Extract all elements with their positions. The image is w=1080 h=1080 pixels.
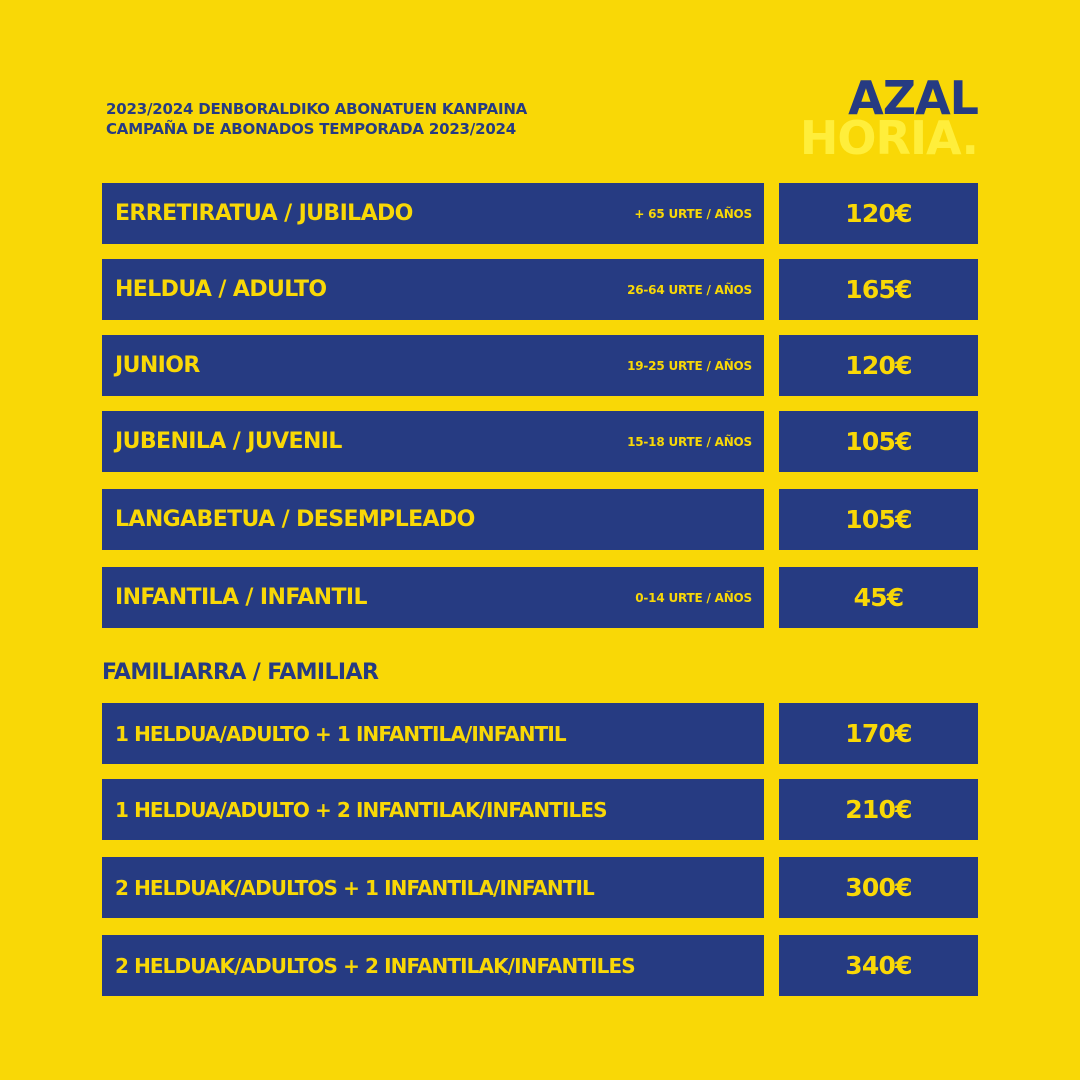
azal-horia-logo	[799, 71, 978, 165]
logo-word-horia: HORIA.	[799, 111, 978, 165]
price-box	[779, 259, 978, 320]
family-row-2a-2c	[102, 935, 978, 996]
family-package-box	[102, 703, 764, 764]
category-box	[102, 411, 764, 472]
price-value: 120€	[845, 351, 912, 380]
price-box	[779, 935, 978, 996]
family-row-1a-1c	[102, 703, 978, 764]
category-label: HELDUA / ADULTO	[115, 277, 327, 302]
family-package-box	[102, 779, 764, 840]
price-value: 300€	[845, 873, 912, 902]
campaign-title-spanish: CAMPAÑA DE ABONADOS TEMPORADA 2023/2024	[106, 120, 517, 138]
logo-word-azal: AZAL	[848, 71, 978, 125]
price-row-adult	[102, 259, 978, 320]
price-box	[779, 857, 978, 918]
category-label: INFANTILA / INFANTIL	[115, 585, 367, 610]
price-row-retired	[102, 183, 978, 244]
family-row-2a-1c	[102, 857, 978, 918]
price-box	[779, 411, 978, 472]
age-range: + 65 URTE / AÑOS	[634, 206, 752, 221]
family-package-label: 1 HELDUA/ADULTO + 2 INFANTILAK/INFANTILES	[115, 797, 607, 822]
family-package-box	[102, 857, 764, 918]
price-box	[779, 567, 978, 628]
family-package-label: 2 HELDUAK/ADULTOS + 1 INFANTILA/INFANTIL	[115, 875, 594, 900]
price-box	[779, 183, 978, 244]
price-box	[779, 489, 978, 550]
category-box	[102, 489, 764, 550]
family-package-box	[102, 935, 764, 996]
price-value: 340€	[845, 951, 912, 980]
price-box	[779, 703, 978, 764]
price-value: 45€	[853, 583, 904, 612]
category-label: LANGABETUA / DESEMPLEADO	[115, 507, 475, 532]
campaign-title-basque: 2023/2024 DENBORALDIKO ABONATUEN KANPAINA	[106, 100, 528, 118]
family-section-title: FAMILIARRA / FAMILIAR	[102, 660, 379, 685]
price-box	[779, 335, 978, 396]
family-package-label: 1 HELDUA/ADULTO + 1 INFANTILA/INFANTIL	[115, 721, 566, 746]
age-range: 0-14 URTE / AÑOS	[635, 590, 752, 605]
price-value: 170€	[845, 719, 912, 748]
category-label: JUNIOR	[115, 353, 200, 378]
price-value: 120€	[845, 199, 912, 228]
campaign-header	[106, 99, 527, 139]
price-row-youth	[102, 411, 978, 472]
price-value: 165€	[845, 275, 912, 304]
category-box	[102, 259, 764, 320]
price-value: 105€	[845, 505, 912, 534]
price-box	[779, 779, 978, 840]
category-box	[102, 567, 764, 628]
family-package-label: 2 HELDUAK/ADULTOS + 2 INFANTILAK/INFANTILES	[115, 953, 635, 978]
price-row-child	[102, 567, 978, 628]
age-range: 15-18 URTE / AÑOS	[627, 434, 752, 449]
price-value: 105€	[845, 427, 912, 456]
age-range: 26-64 URTE / AÑOS	[627, 282, 752, 297]
family-row-1a-2c	[102, 779, 978, 840]
price-row-junior	[102, 335, 978, 396]
category-label: JUBENILA / JUVENIL	[115, 429, 342, 454]
category-box	[102, 183, 764, 244]
price-row-unemployed	[102, 489, 978, 550]
category-label: ERRETIRATUA / JUBILADO	[115, 201, 413, 226]
price-value: 210€	[845, 795, 912, 824]
age-range: 19-25 URTE / AÑOS	[627, 358, 752, 373]
category-box	[102, 335, 764, 396]
